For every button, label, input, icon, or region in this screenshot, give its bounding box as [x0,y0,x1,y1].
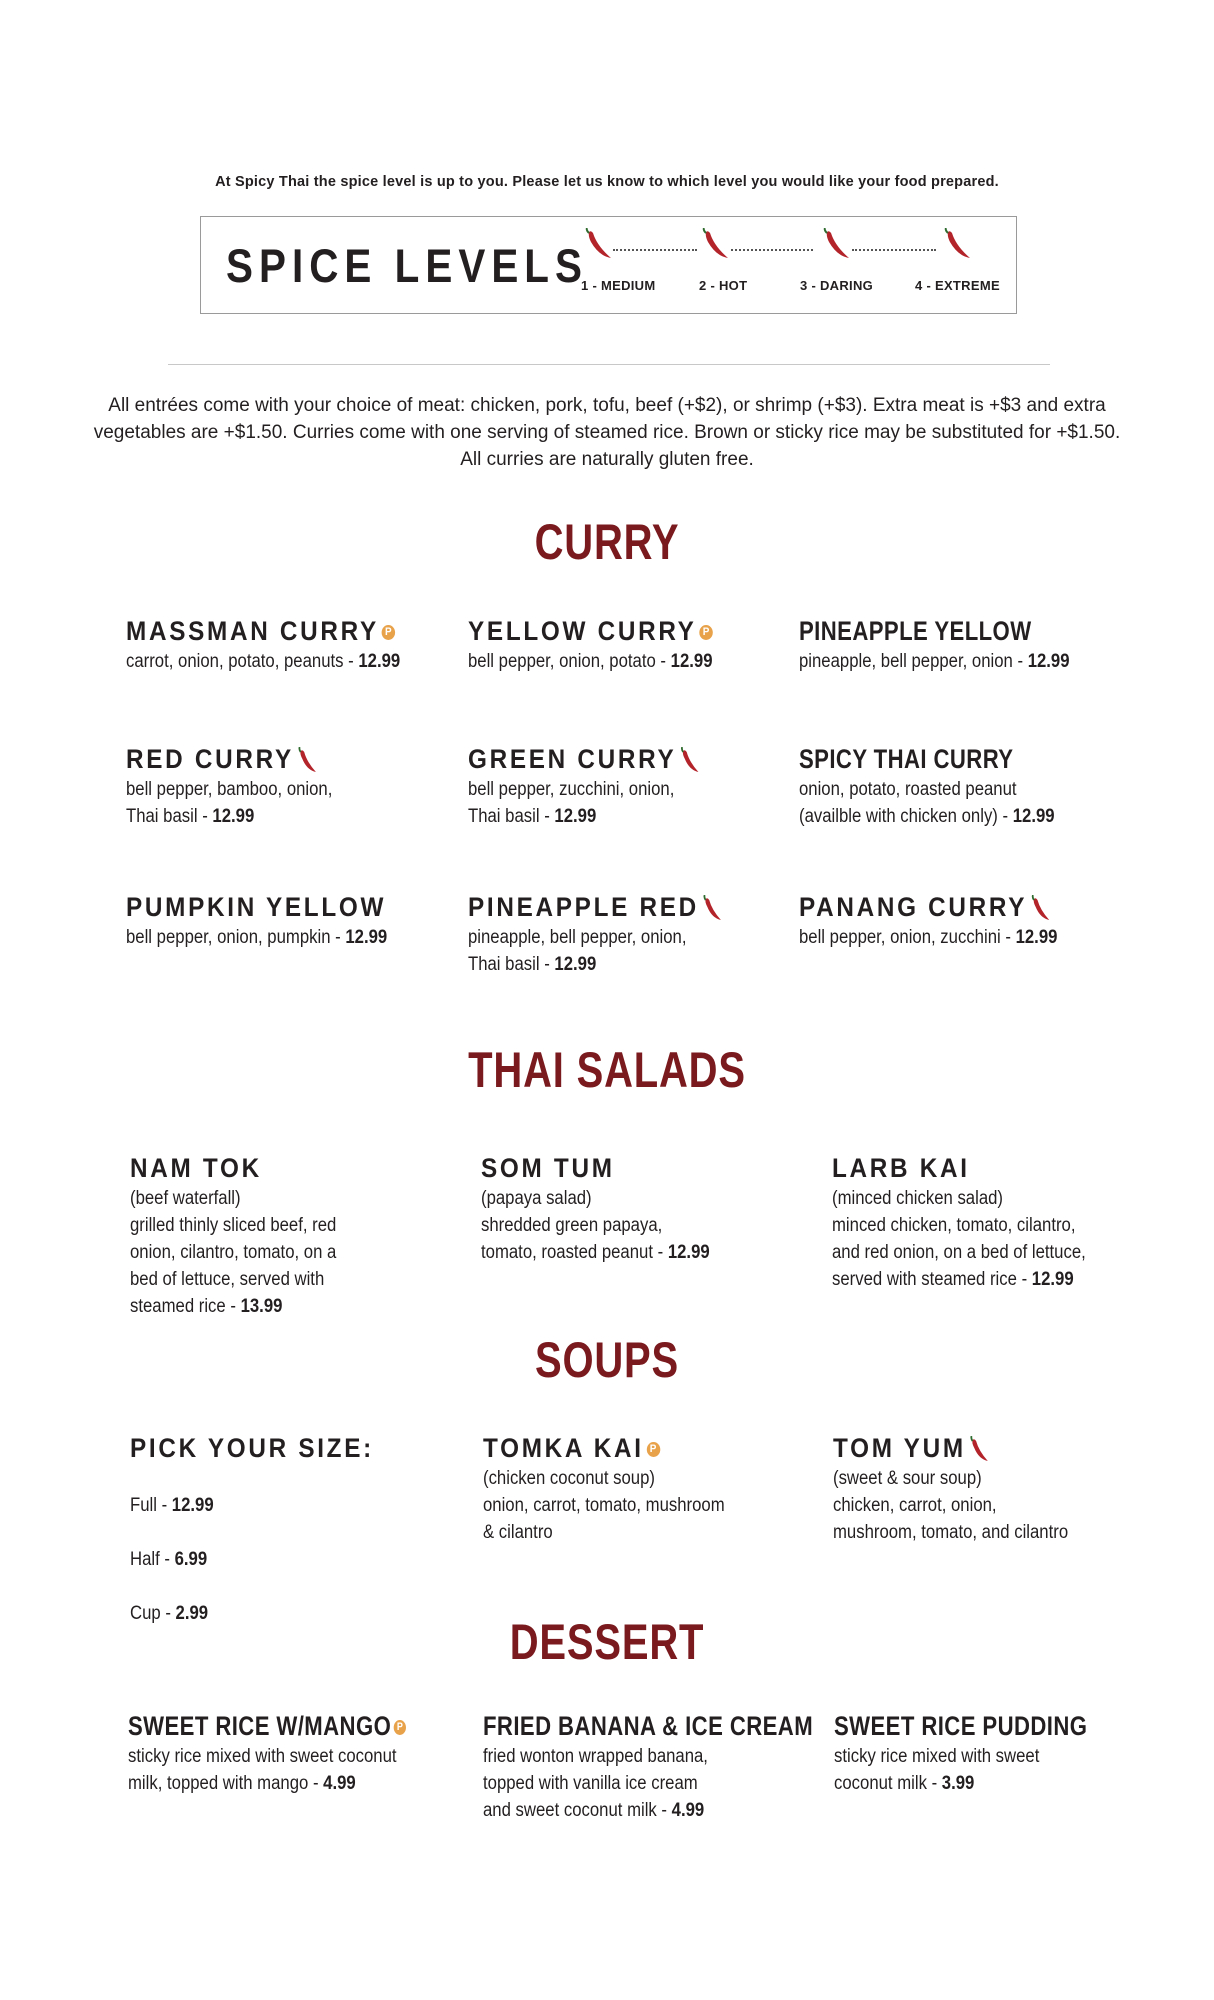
chili-pepper-icon [944,228,974,264]
item-name: PANANG CURRY [799,892,1028,922]
item-description: (sweet & sour soup) chicken, carrot, onion, mushroom, tomato, and cilantro [833,1468,1069,1543]
spice-level-label: 4 - EXTREME [915,278,1000,293]
menu-item [468,614,798,675]
item-name: SWEET RICE W/MANGO [128,1711,392,1741]
section-title-dessert: DESSERT [509,1614,705,1670]
menu-item [128,1709,458,1797]
item-description: (chicken coconut soup) onion, carrot, tomato, mushroom & cilantro [483,1468,725,1543]
menu-item [799,614,1129,675]
item-description: fried wonton wrapped banana, topped with vanilla ice cream and sweet coconut milk - [483,1746,708,1821]
menu-item [468,742,798,830]
chili-pepper-icon [702,228,732,264]
item-description: bell pepper, onion, pumpkin - [126,927,346,948]
menu-item [126,742,456,830]
spice-level-label: 3 - DARING [800,278,874,293]
item-price: 12.99 [1012,806,1055,827]
chili-pepper-icon [680,747,700,775]
item-description: (beef waterfall) grilled thinly sliced beef, red onion, cilantro, tomato, on a bed of lettuce, served with steamed rice - [130,1188,337,1317]
item-description: sticky rice mixed with sweet coconut milk, topped with mango - [128,1746,397,1794]
item-price: 12.99 [212,806,255,827]
size-option: Cup - 2.99 [130,1603,209,1624]
item-name: YELLOW CURRY [468,616,697,646]
item-price: 12.99 [554,954,597,975]
section-title-thai-salads: THAI SALADS [468,1042,746,1098]
item-description: bell pepper, zucchini, onion, Thai basil - [468,779,675,827]
item-price: 12.99 [554,806,597,827]
size-option: Half - 6.99 [130,1549,208,1570]
chili-pepper-icon [823,228,853,264]
menu-item [130,1151,460,1320]
menu-item [126,614,456,675]
item-name: TOMKA KAI [483,1433,644,1463]
item-price: 12.99 [358,651,401,672]
item-description: pineapple, bell pepper, onion, Thai basil - [468,927,687,975]
item-name: RED CURRY [126,744,294,774]
menu-item [833,1431,1163,1546]
spice-level-connector [852,249,936,251]
item-price: 3.99 [941,1773,975,1794]
item-description: (minced chicken salad) minced chicken, tomato, cilantro, and red onion, on a bed of lettuce, served with steamed rice - [832,1188,1086,1290]
chili-pepper-icon [969,1436,989,1464]
peanut-icon: P [382,625,396,640]
peanut-icon: P [394,1720,406,1735]
menu-item [481,1151,811,1266]
item-name: SPICY THAI CURRY [799,744,1014,774]
item-price: 12.99 [345,927,388,948]
peanut-icon: P [699,625,713,640]
item-name: GREEN CURRY [468,744,677,774]
item-name: NAM TOK [130,1153,262,1183]
section-title-curry: CURRY [534,514,680,570]
spice-level-connector [731,249,813,251]
menu-item [799,742,1129,830]
chili-pepper-icon [1031,895,1051,923]
item-name: PINEAPPLE RED [468,892,699,922]
spice-level-label: 1 - MEDIUM [581,278,656,293]
menu-item [483,1431,813,1546]
menu-item [799,890,1129,951]
item-price: 12.99 [670,651,713,672]
item-name: MASSMAN CURRY [126,616,379,646]
item-price: 12.99 [1015,927,1058,948]
entree-note: All entrées come with your choice of meat: chicken, pork, tofu, beef (+$2), or shrimp (+$3). Extra meat is +$3 and extra vegetables are +$1.50. Curries come with one serving of steamed rice. Brown or sticky rice may be substituted for +$1.50. All curries are naturally gluten free. [93,395,1121,470]
item-description: onion, potato, roasted peanut (availble with chicken only) - [799,779,1017,827]
item-price: 12.99 [1031,1269,1074,1290]
item-name: PICK YOUR SIZE: [130,1433,374,1463]
item-name: SWEET RICE PUDDING [834,1711,1088,1741]
item-price: 2.99 [175,1603,209,1624]
item-price: 13.99 [240,1296,283,1317]
spice-level-label: 2 - HOT [699,278,748,293]
section-title-soups: SOUPS [534,1332,680,1388]
item-description: (papaya salad) shredded green papaya, tomato, roasted peanut - [481,1188,664,1263]
size-option: Full - 12.99 [130,1495,214,1516]
item-name: FRIED BANANA & ICE CREAM [483,1711,814,1741]
item-name: TOM YUM [833,1433,966,1463]
chili-pepper-icon [585,228,615,264]
chili-pepper-icon [297,747,317,775]
item-name: LARB KAI [832,1153,970,1183]
item-description: bell pepper, onion, potato - [468,651,671,672]
item-price: 12.99 [667,1242,710,1263]
menu-item [483,1709,813,1824]
menu-item [126,890,456,951]
item-description: bell pepper, onion, zucchini - [799,927,1016,948]
spice-level-connector [613,249,697,251]
spice-levels-title: SPICE LEVELS [226,239,588,292]
item-price: 6.99 [174,1549,208,1570]
menu-item [468,890,798,978]
item-name: SOM TUM [481,1153,615,1183]
item-price: 4.99 [323,1773,356,1794]
divider [168,364,1050,365]
item-name: PINEAPPLE YELLOW [799,616,1032,646]
chili-pepper-icon [702,895,722,923]
item-description: bell pepper, bamboo, onion, Thai basil - [126,779,333,827]
menu-item [832,1151,1162,1293]
spice-intro-text: At Spicy Thai the spice level is up to you. Please let us know to which level you would like your food prepared. [215,174,999,190]
item-price: 12.99 [171,1495,214,1516]
peanut-icon: P [646,1442,660,1457]
item-price: 12.99 [1027,651,1070,672]
item-price: 4.99 [671,1800,705,1821]
item-description: carrot, onion, potato, peanuts - [126,651,359,672]
item-description: sticky rice mixed with sweet coconut milk - [834,1746,1040,1794]
menu-item [834,1709,1164,1797]
item-description: pineapple, bell pepper, onion - [799,651,1028,672]
item-name: PUMPKIN YELLOW [126,892,387,922]
